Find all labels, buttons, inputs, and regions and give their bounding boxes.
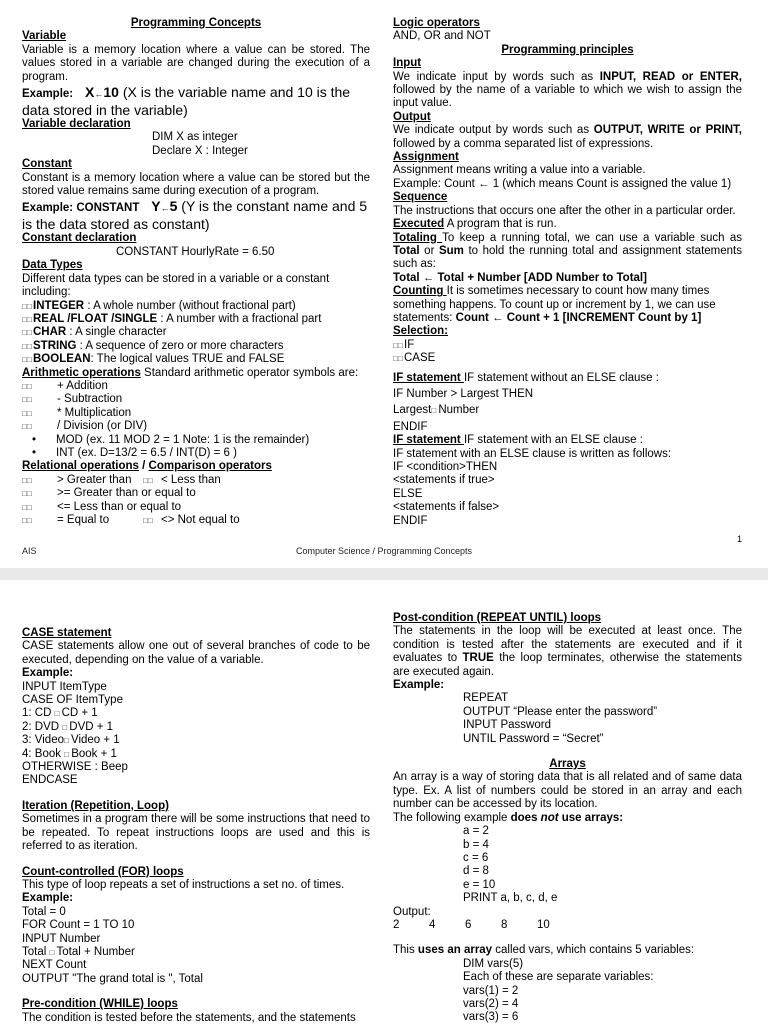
page2-right-column xyxy=(393,612,742,1024)
footer-left: AIS xyxy=(22,546,37,556)
declaration-line: DIM X as integer xyxy=(152,131,238,144)
code-line: vars(1) = 2 xyxy=(463,984,519,997)
page1-right-column xyxy=(393,17,742,528)
assign-arrow: ← xyxy=(160,203,170,214)
arithmetic-item: □□ * Multiplication xyxy=(22,406,132,419)
assign-arrow-icon: □ xyxy=(54,709,60,719)
footer-center: Computer Science / Programming Concepts xyxy=(295,546,473,556)
for-example-label: Example: xyxy=(22,892,74,905)
repeat-example-label: Example: xyxy=(393,679,445,692)
bullet-icon: □□ xyxy=(393,340,403,350)
selection-item: □□CASE xyxy=(393,352,436,365)
iteration-heading: Iteration (Repetition, Loop) xyxy=(22,799,169,812)
comparison-heading: Comparison operators xyxy=(148,460,272,473)
bullet-icon: □□ xyxy=(22,355,32,365)
code-line: d = 8 xyxy=(463,865,489,878)
totaling-text: Totaling To keep a running total, we can use a variable such as Total or Sum to hold the running total and assignment statements such as: xyxy=(393,231,742,271)
code-line: <statements if false> xyxy=(393,501,500,514)
input-text: We indicate input by words such as INPUT, READ or ENTER, followed by the name of a variable to which we wish to assign the input value. xyxy=(393,70,742,110)
bullet-icon: □□ xyxy=(22,341,32,351)
repeat-until-text: The statements in the loop will be executed at least once. The condition is tested after the statements are executed and if it evaluates to TRUE the loop terminates, otherwise the statements are executed again. xyxy=(393,625,743,678)
arithmetic-heading-line xyxy=(22,367,370,380)
code-line: 2: DVD □ DVD + 1 xyxy=(22,720,114,733)
variable-text: Variable is a memory location where a value can be stored. The values stored in a variable are changed during the execution of a program. xyxy=(22,43,370,83)
code-line: 4: Book □ Book + 1 xyxy=(22,747,117,760)
variable-declaration-heading: Variable declaration xyxy=(22,118,131,131)
case-example-label: Example: xyxy=(22,667,74,680)
data-type-item: □□INTEGER : A whole number (without fractional part) xyxy=(22,299,296,312)
relational-heading-line: Relational operations / Comparison operators xyxy=(22,460,272,473)
iteration-text: Sometimes in a program there will be some instructions that need to be repeated. To repeat instructions loops are used and this is referred to as iteration. xyxy=(22,813,370,853)
arithmetic-function-item: • MOD (ex. 11 MOD 2 = 1 Note: 1 is the remainder) xyxy=(32,433,310,446)
assignment-heading: Assignment xyxy=(393,151,459,164)
data-type-item: □□STRING : A sequence of zero or more characters xyxy=(22,339,284,352)
code-line: INPUT Password xyxy=(463,719,551,732)
code-line: vars(3) = 6 xyxy=(463,1011,519,1024)
relational-heading: Relational operations xyxy=(22,460,139,473)
data-type-item: □□REAL /FLOAT /SINGLE : A number with a fractional part xyxy=(22,312,322,325)
code-line: OUTPUT “Please enter the password” xyxy=(463,705,658,718)
arithmetic-heading: Arithmetic operations xyxy=(22,366,141,379)
code-line: a = 2 xyxy=(463,825,489,838)
code-line: e = 10 xyxy=(463,878,496,891)
doc-title: Programming Concepts xyxy=(130,17,262,29)
if-statement-heading: IF statement xyxy=(393,434,464,447)
code-line: ELSE xyxy=(393,487,423,500)
bullet-icon: □□ xyxy=(22,489,32,499)
selection-heading: Selection: xyxy=(393,325,448,338)
bullet-icon: □□ xyxy=(22,502,32,512)
counting-text: Counting It is sometimes necessary to count how many times something happens. To count up or increment by 1, we can use statements: Count ← Count + 1 [INCREMENT Count by 1] xyxy=(393,285,716,324)
bullet-icon: □□ xyxy=(393,354,403,364)
code-line: OUTPUT "The grand total is ", Total xyxy=(22,972,203,985)
bullet-icon: □□ xyxy=(22,395,32,405)
code-line: Total □ Total + Number xyxy=(22,945,135,958)
totaling-heading: Totaling xyxy=(393,231,443,244)
arrays-text: An array is a way of storing data that is all related and of same data type. Ex. A list of numbers could be stored in an array and each number can be accessed by its location. xyxy=(393,771,742,811)
code-line: OTHERWISE : Beep xyxy=(22,761,128,774)
example-const-value: 5 xyxy=(169,198,178,215)
page-number: 1 xyxy=(736,534,742,544)
code-line: UNTIL Password = “Secret” xyxy=(463,732,604,745)
arithmetic-item: □□ + Addition xyxy=(22,379,108,392)
bullet-icon: □□ xyxy=(22,381,32,391)
output-values: 2 4 6 8 10 xyxy=(393,918,550,931)
variable-heading: Variable xyxy=(22,30,67,43)
dot-bullet-icon: • xyxy=(32,433,37,446)
arithmetic-function-item: • INT (ex. D=13/2 = 6.5 / INT(D) = 6 ) xyxy=(32,446,237,459)
if-with-else-line: IF statement IF statement with an ELSE clause : xyxy=(393,434,643,447)
code-line: IF Number > Largest THEN xyxy=(393,387,534,400)
declaration-line: Declare X : Integer xyxy=(152,144,248,157)
output-heading: Output xyxy=(393,110,431,123)
executed-line: Executed A program that is run. xyxy=(393,218,557,231)
assign-arrow-icon: □ xyxy=(431,406,437,416)
case-text: CASE statements allow one out of several branches of code to be executed, depending on the value of a variable. xyxy=(22,640,370,666)
for-loop-heading: Count-controlled (FOR) loops xyxy=(22,865,184,878)
counting-heading: Counting xyxy=(393,285,447,298)
logic-operators-text: AND, OR and NOT xyxy=(393,30,491,43)
relational-item: □□ = Equal to □□ <> Not equal to xyxy=(22,514,240,526)
code-line: FOR Count = 1 TO 10 xyxy=(22,919,135,932)
bullet-icon: □□ xyxy=(22,475,32,485)
executed-heading: Executed xyxy=(393,218,445,231)
totaling-example: Total ← Total + Number [ADD Number to Total] xyxy=(393,271,647,284)
output-text: We indicate output by words such as OUTPUT, WRITE or PRINT, followed by a comma separated list of expressions. xyxy=(393,124,743,150)
while-loop-text: The condition is tested before the statements, and the statements xyxy=(22,1011,356,1024)
code-line: IF statement with an ELSE clause is written as follows: xyxy=(393,447,672,460)
constant-declaration-line: CONSTANT HourlyRate = 6.50 xyxy=(116,245,275,258)
code-line: DIM vars(5) xyxy=(463,957,524,970)
code-line: vars(2) = 4 xyxy=(463,997,519,1010)
input-heading: Input xyxy=(393,57,422,70)
bullet-icon: □□ xyxy=(22,328,32,338)
code-line: INPUT Number xyxy=(22,932,101,945)
assign-arrow-icon: □ xyxy=(64,749,70,759)
bullet-icon: □□ xyxy=(22,314,32,324)
if-statement-heading: IF statement xyxy=(393,371,464,384)
arrays-example-intro: The following example does not use arrays: xyxy=(393,811,624,824)
for-loop-text: This type of loop repeats a set of instructions a set no. of times. xyxy=(22,878,345,891)
data-type-item: □□CHAR : A single character xyxy=(22,326,167,339)
relational-item: □□ > Greater than □□ < Less than xyxy=(22,473,221,486)
example-const-explain: (Y is the constant name and 5 is the data stored as constant) xyxy=(22,198,368,233)
programming-principles-heading: Programming principles xyxy=(501,43,634,56)
assign-arrow-icon: □ xyxy=(64,736,69,746)
code-line: Total = 0 xyxy=(22,905,66,918)
code-line: b = 4 xyxy=(463,838,489,851)
assign-arrow-icon: □ xyxy=(49,947,55,957)
code-line: IF <condition>THEN xyxy=(393,461,498,473)
bullet-icon: □□ xyxy=(22,408,32,418)
assignment-text: Assignment means writing a value into a variable. xyxy=(393,164,646,177)
logic-operators-heading: Logic operators xyxy=(393,17,480,29)
code-line: 3: Video□ Video + 1 xyxy=(22,734,120,747)
code-line: Largest□ Number xyxy=(393,404,480,417)
code-line: CASE OF ItemType xyxy=(22,694,123,707)
bullet-icon: □□ xyxy=(22,516,32,525)
while-loop-heading: Pre-condition (WHILE) loops xyxy=(22,998,178,1011)
data-types-heading: Data Types xyxy=(22,259,83,272)
code-line: PRINT a, b, c, d, e xyxy=(463,892,558,905)
code-line: Each of these are separate variables: xyxy=(463,971,654,984)
sequence-heading: Sequence xyxy=(393,191,448,204)
code-line: REPEAT xyxy=(463,692,509,705)
code-line: c = 6 xyxy=(463,851,489,864)
example-constant-label: Example: CONSTANT xyxy=(22,202,140,215)
bullet-icon: □□ xyxy=(22,301,32,311)
case-heading: CASE statement xyxy=(22,627,112,639)
code-line: 1: CD □ CD + 1 xyxy=(22,707,98,720)
selection-item: □□IF xyxy=(393,338,415,351)
code-line: <statements if true> xyxy=(393,474,495,487)
relational-item: □□ >= Greater than or equal to xyxy=(22,487,196,500)
bullet-icon: □□ xyxy=(22,422,32,432)
example-var-explain: (X is the variable name and 10 is the data stored in the variable) xyxy=(22,84,351,119)
example-label: Example: xyxy=(22,88,74,101)
code-line: ENDIF xyxy=(393,514,428,527)
page1-left-column xyxy=(22,17,370,527)
data-type-item: □□BOOLEAN: The logical values TRUE and FALSE xyxy=(22,353,285,366)
constant-declaration-heading: Constant declaration xyxy=(22,232,137,245)
data-types-text: Different data types can be stored in a variable or a constant including: xyxy=(22,272,330,299)
arithmetic-item: □□ / Division (or DIV) xyxy=(22,420,148,433)
code-line: INPUT ItemType xyxy=(22,680,107,693)
if-without-else-line: IF statement IF statement without an ELSE clause : xyxy=(393,371,659,384)
code-line: NEXT Count xyxy=(22,959,87,972)
arithmetic-text: Standard arithmetic operator symbols are: xyxy=(140,366,359,379)
bullet-icon: □□ xyxy=(143,516,153,525)
example-const-name: Y xyxy=(151,198,161,215)
code-line: ENDCASE xyxy=(22,774,78,787)
output-label: Output: xyxy=(393,905,431,918)
assign-arrow-icon: □ xyxy=(62,722,68,732)
arrays-heading: Arrays xyxy=(549,758,586,771)
code-line: ENDIF xyxy=(393,420,428,433)
repeat-until-heading: Post-condition (REPEAT UNTIL) loops xyxy=(393,612,602,624)
assignment-example: Example: Count ← 1 (which means Count is assigned the value 1) xyxy=(393,177,732,190)
constant-text: Constant is a memory location where a value can be stored but the stored value remains same during execution of a program. xyxy=(22,171,370,198)
bullet-icon: □□ xyxy=(143,475,153,485)
constant-heading: Constant xyxy=(22,158,72,171)
page-2 xyxy=(0,580,768,1024)
uses-array-text: This uses an array called vars, which contains 5 variables: xyxy=(393,944,695,957)
page2-left-column xyxy=(22,627,370,1024)
example-constant xyxy=(22,198,370,232)
sequence-text: The instructions that occurs one after the other in a particular order. xyxy=(393,204,736,217)
example-variable xyxy=(22,84,370,118)
relational-item: □□ <= Less than or equal to xyxy=(22,500,182,513)
arithmetic-item: □□ - Subtraction xyxy=(22,393,123,406)
assign-arrow: ← xyxy=(94,89,104,100)
example-var-value: 10 xyxy=(103,84,119,101)
dot-bullet-icon: • xyxy=(32,446,37,459)
example-var-name: X xyxy=(85,84,95,101)
